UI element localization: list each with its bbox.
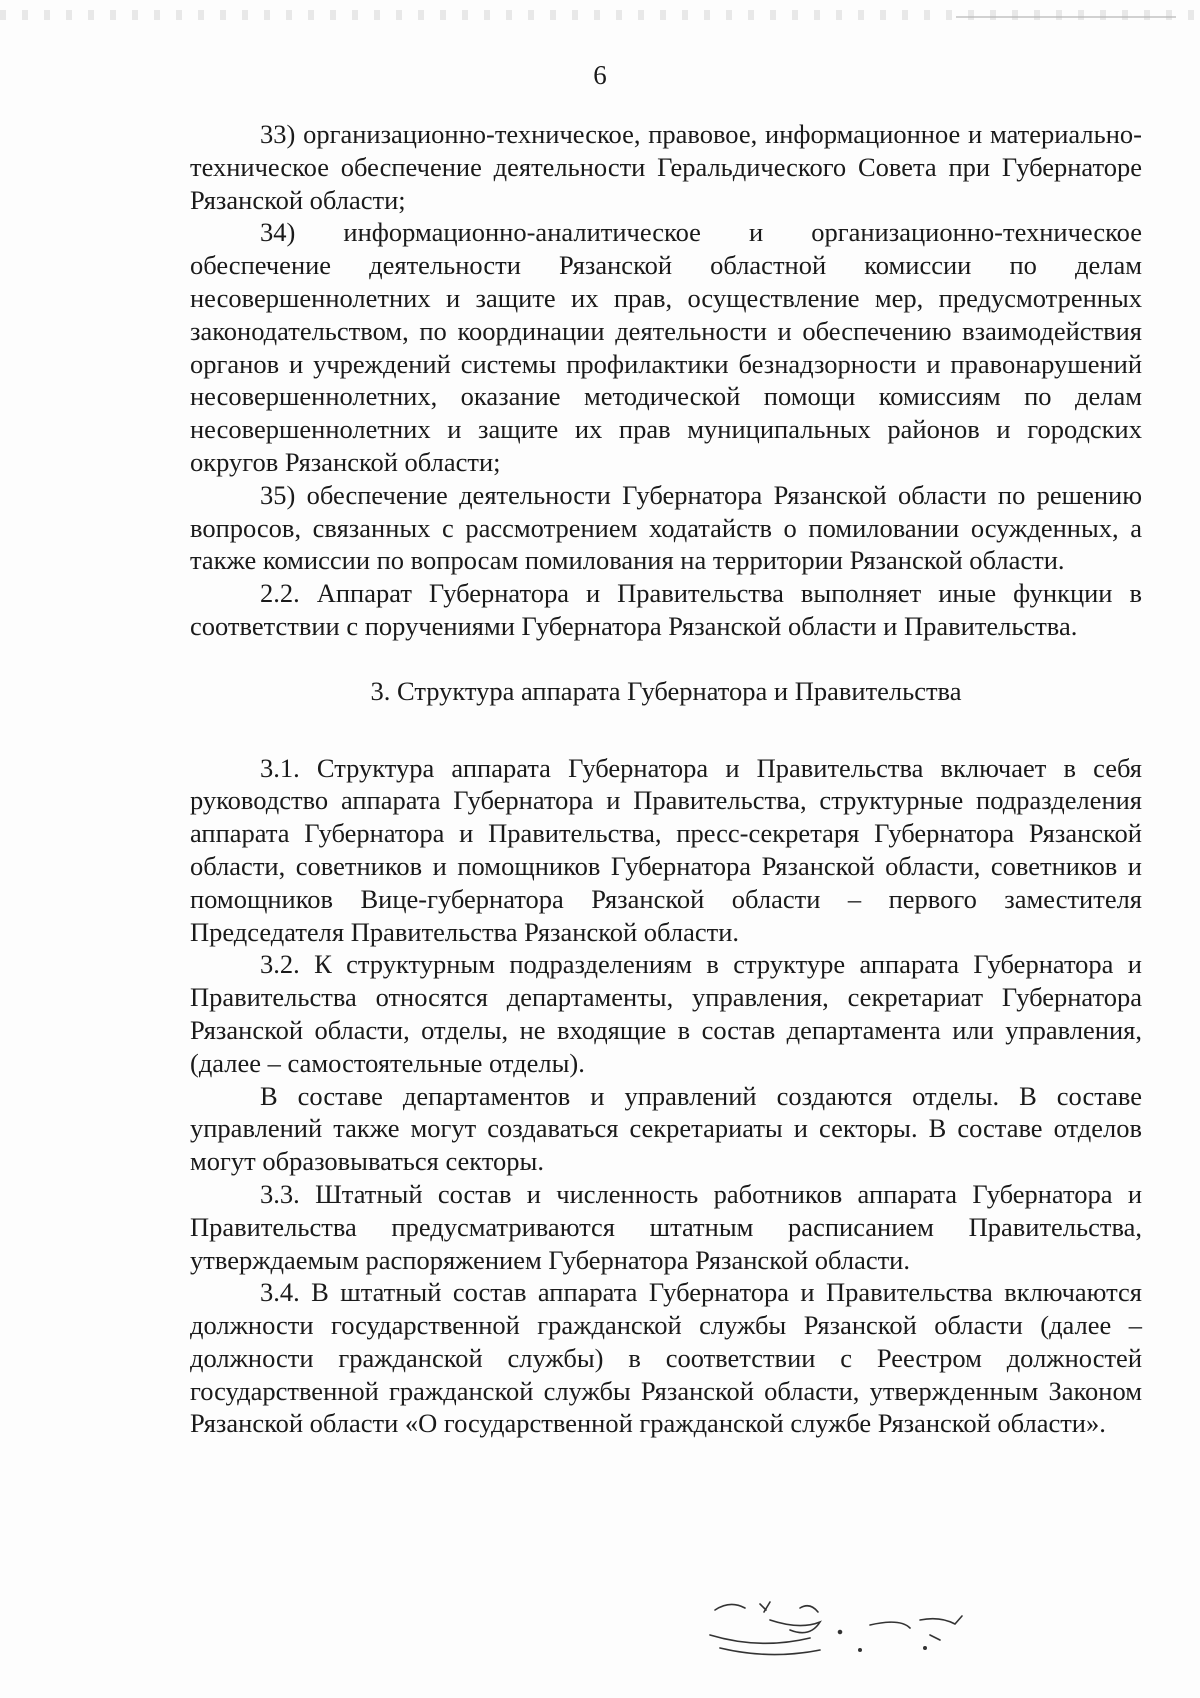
paragraph-3-2: 3.2. К структурным подразделениям в структуре аппарата Губернатора и Правительства относятся департаменты, управления, секретариат Губернатора Рязанской области, отделы, не входящие в состав департамента или управления, (далее – самостоятельные отделы).: [190, 949, 1142, 1078]
initials-mark: [700, 1590, 1080, 1670]
page-number: 6: [593, 60, 607, 90]
scan-artifact-top: [0, 10, 1200, 20]
paragraph-item-34: 34) информационно-аналитическое и организационно-техническое обеспечение деятельности Рязанской областной комиссии по делам несовершеннолетних и защите их прав, осуществление мер, предусмотренных законодательством, по координации деятельности и обеспечению взаимодействия органов и учреждений системы профилактики безнадзорности и правонарушений несовершеннолетних, оказание методической помощи комиссиям по делам несовершеннолетних и защите их прав муниципальных районов и городских округов Рязанской области;: [190, 217, 1142, 477]
paragraph-3-3: 3.3. Штатный состав и численность работников аппарата Губернатора и Правительства предусматриваются штатным расписанием Правительства, утверждаемым распоряжением Губернатора Рязанской области.: [190, 1178, 1142, 1275]
scan-artifact-line: [956, 16, 1176, 18]
paragraph-3-4: 3.4. В штатный состав аппарата Губернатора и Правительства включаются должности государственной гражданской службы Рязанской области (далее – должности гражданской службы) в соответствии с Реестром должностей государственной гражданской службы Рязанской области, утвержденным Законом Рязанской области «О государственной гражданской службе Рязанской области».: [190, 1277, 1142, 1439]
section-heading: 3. Структура аппарата Губернатора и Правительства: [370, 675, 962, 706]
paragraph-2-2: 2.2. Аппарат Губернатора и Правительства выполняет иные функции в соответствии с поручениями Губернатора Рязанской области и Правительства.: [190, 578, 1142, 641]
paragraph-item-33: 33) организационно-техническое, правовое, информационное и материально-техническое обеспечение деятельности Геральдического Совета при Губернаторе Рязанской области;: [190, 119, 1142, 215]
paragraph-3-1: 3.1. Структура аппарата Губернатора и Правительства включает в себя руководство аппарата Губернатора и Правительства, структурные подразделения аппарата Губернатора и Правительства, пресс-секретаря Губернатора Рязанской области, советников и помощников Губернатора Рязанской области, советников и помощников Вице-губернатора Рязанской области – первого заместителя Председателя Правительства Рязанской области.: [190, 752, 1142, 947]
paragraph-3-2-subsections: В составе департаментов и управлений создаются отделы. В составе управлений также могут создаваться секретариаты и секторы. В составе отделов могут образовываться секторы.: [190, 1080, 1142, 1177]
document-body: [190, 118, 1142, 1440]
paragraph-item-35: 35) обеспечение деятельности Губернатора Рязанской области по решению вопросов, связанных с рассмотрением ходатайств о помиловании осужденных, а также комиссии по вопросам помилования на территории Рязанской области.: [190, 479, 1142, 576]
